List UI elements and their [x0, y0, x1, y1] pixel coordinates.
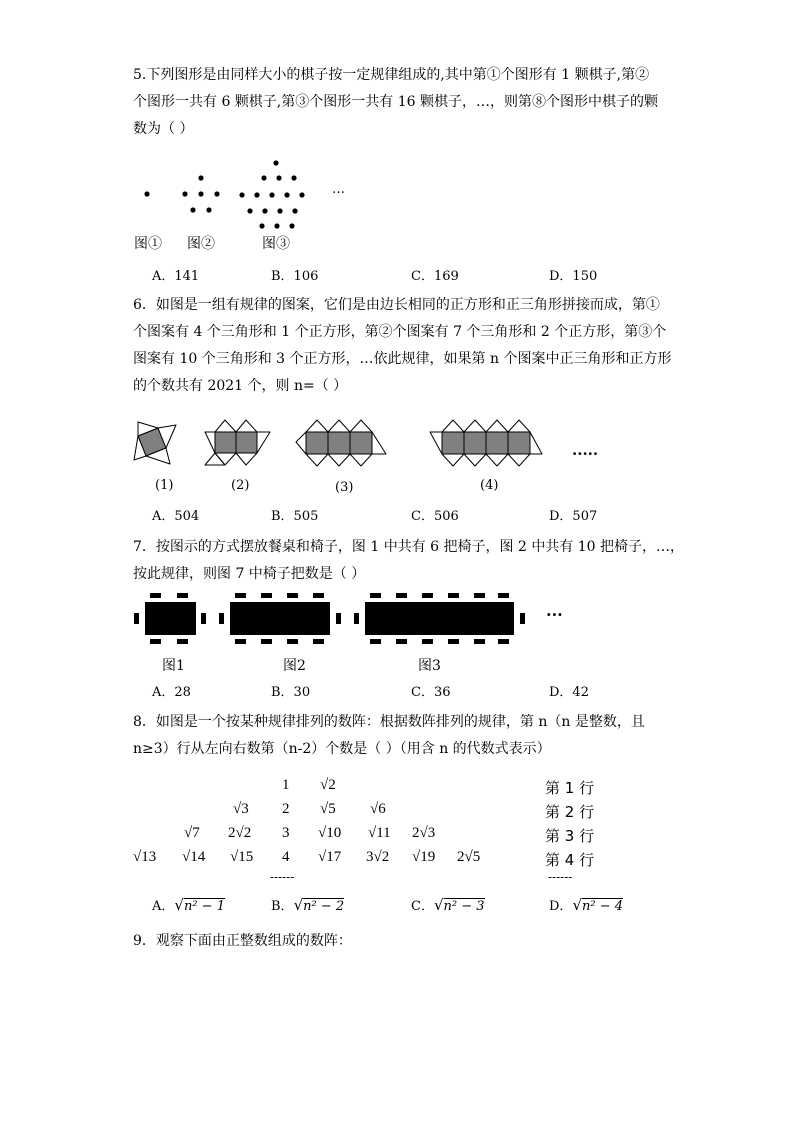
q8-text [133, 709, 645, 763]
matrix-cell: √13 [133, 849, 157, 865]
q6-pattern-3 [296, 420, 386, 466]
q6-pattern-figure [130, 420, 610, 480]
q5-line1: 5.下列图形是由同样大小的棋子按一定规律组成的,其中第①个图形有 1 颗棋子,第② [133, 67, 650, 83]
q5-dot [262, 208, 267, 213]
q6-line4: 的个数共有 2021 个，则 n=（ ） [133, 378, 348, 394]
option-radicand: n² − 2 [303, 899, 345, 914]
q6-option-d[interactable]: D．507 [549, 509, 598, 524]
matrix-cell: √15 [230, 849, 254, 865]
q7-fig-ellipsis: ··· [546, 605, 563, 624]
q5-option-b[interactable]: B．106 [271, 269, 319, 284]
matrix-cell: √14 [182, 849, 206, 865]
q5-dot [254, 192, 259, 197]
matrix-cell: √2 [320, 777, 336, 793]
q6-option-b[interactable]: B．505 [271, 509, 319, 524]
option-radicand: n² − 1 [183, 899, 225, 914]
q8-option-c[interactable]: C．√n² − 3 [411, 896, 485, 914]
q9-text [133, 928, 352, 955]
row-label-dashes: ------ [548, 870, 573, 884]
matrix-cell: 2√2 [228, 825, 252, 841]
q7-option-d[interactable]: D．42 [549, 685, 589, 700]
q5-dot [299, 192, 304, 197]
q6-fig-label-1: (1) [155, 478, 174, 493]
q7-table-2 [219, 593, 341, 644]
row-label-4: 第 4 行 [545, 851, 595, 869]
matrix-cell: √6 [370, 801, 386, 817]
matrix-cell: 1 [282, 777, 290, 793]
q5-option-c[interactable]: C．169 [411, 269, 459, 284]
q5-text [133, 62, 658, 143]
q6-line1: 6．如图是一组有规律的图案，它们是由边长相同的正方形和正三角形拼接而成，第① [133, 297, 660, 313]
q6-line2: 个图案有 4 个三角形和 1 个正方形，第②个图案有 7 个三角形和 2 个正方形，第③个 [133, 324, 667, 340]
matrix-cell: 3 [282, 825, 290, 841]
option-radicand: n² − 3 [443, 899, 485, 914]
q5-dot [198, 175, 203, 180]
q5-line3: 数为（ ） [133, 121, 194, 137]
q7-option-c[interactable]: C．36 [411, 685, 451, 700]
q5-fig-label-1: 图① [134, 236, 162, 252]
q7-fig-label-2: 图2 [283, 658, 306, 674]
matrix-cell: √19 [412, 849, 436, 865]
q5-dot [182, 191, 187, 196]
q6-fig-label-3: (3) [335, 480, 354, 495]
q5-dot [277, 208, 282, 213]
q5-dot [198, 191, 203, 196]
q6-text [133, 292, 671, 400]
q6-pattern-2 [205, 420, 270, 465]
q5-dots-ellipsis: … [332, 182, 345, 197]
matrix-cell: 3√2 [366, 849, 390, 865]
q6-pattern-1 [134, 422, 176, 464]
q5-fig-label-3: 图③ [262, 236, 290, 252]
q5-dot [292, 208, 297, 213]
q6-pattern-4 [430, 420, 542, 466]
q9-line1: 9．观察下面由正整数组成的数阵： [133, 933, 352, 949]
q7-tables-figure [130, 592, 550, 650]
q5-option-d[interactable]: D．150 [549, 269, 598, 284]
matrix-cell: 2√3 [412, 825, 436, 841]
q5-dot [247, 208, 252, 213]
q5-dot [261, 175, 266, 180]
q7-fig-label-3: 图3 [418, 658, 441, 674]
q6-fig-label-2: (2) [231, 478, 250, 493]
matrix-dashes: ------ [270, 870, 295, 884]
q8-option-a[interactable]: A．√n² − 1 [152, 896, 225, 914]
q7-fig-label-1: 图1 [162, 658, 185, 674]
matrix-cell: √10 [318, 825, 342, 841]
q5-fig-label-2: 图② [187, 236, 215, 252]
row-label-3: 第 3 行 [545, 827, 595, 845]
q5-dot [276, 175, 281, 180]
row-label-2: 第 2 行 [545, 803, 595, 821]
q7-text [133, 534, 684, 588]
q8-line1: 8．如图是一个按某种规律排列的数阵：根据数阵排列的规律，第 n（n 是整数，且 [133, 714, 645, 730]
option-letter: D． [549, 899, 573, 914]
q7-line1: 7．按图示的方式摆放餐桌和椅子，图 1 中共有 6 把椅子，图 2 中共有 10 把椅子，…， [133, 539, 685, 555]
q6-line3: 图案有 10 个三角形和 3 个正方形，…依此规律，如果第 n 个图案中正三角形和正方形 [133, 351, 672, 367]
q5-dot [291, 175, 296, 180]
q5-line2: 个图形一共有 6 颗棋子,第③个图形一共有 16 颗棋子，…，则第⑧个图形中棋子的颗 [133, 94, 658, 110]
q5-dot [190, 207, 195, 212]
q7-option-a[interactable]: A．28 [152, 685, 191, 700]
q5-dot [273, 160, 278, 165]
option-letter: C． [411, 899, 434, 914]
q6-fig-label-4: (4) [480, 478, 499, 493]
q6-fig-ellipsis: ····· [572, 445, 599, 463]
matrix-cell: √3 [233, 801, 249, 817]
q7-table-1 [134, 593, 206, 644]
matrix-cell: √5 [320, 801, 336, 817]
option-radicand: n² − 4 [582, 899, 624, 914]
q8-line2: n≥3）行从左向右数第（n-2）个数是（ ）（用含 n 的代数式表示） [133, 741, 551, 757]
q5-dot [289, 223, 294, 228]
q7-line2: 按此规律，则图 7 中椅子把数是（ ） [133, 566, 366, 582]
matrix-cell: 2√5 [457, 849, 481, 865]
matrix-cell: 4 [282, 849, 290, 865]
q5-dot [269, 192, 274, 197]
q5-dot [274, 223, 279, 228]
q7-table-3 [354, 593, 525, 644]
option-letter: A． [152, 899, 175, 914]
q6-option-c[interactable]: C．506 [411, 509, 459, 524]
matrix-cell: √7 [184, 825, 200, 841]
q5-dot [144, 191, 149, 196]
q6-option-a[interactable]: A．504 [152, 509, 200, 524]
q5-dot [284, 192, 289, 197]
q5-dot [214, 191, 219, 196]
q5-dot [206, 207, 211, 212]
row-label-1: 第 1 行 [545, 779, 595, 797]
matrix-cell: √17 [318, 849, 342, 865]
option-letter: B． [271, 899, 294, 914]
q5-dot [239, 192, 244, 197]
matrix-cell: 2 [282, 801, 290, 817]
q5-dot [259, 223, 264, 228]
q5-option-a[interactable]: A．141 [152, 269, 200, 284]
q8-option-d[interactable]: D．√n² − 4 [549, 896, 624, 914]
matrix-cell: √11 [368, 825, 391, 841]
q8-option-b[interactable]: B．√n² − 2 [271, 896, 345, 914]
q7-option-b[interactable]: B．30 [271, 685, 311, 700]
